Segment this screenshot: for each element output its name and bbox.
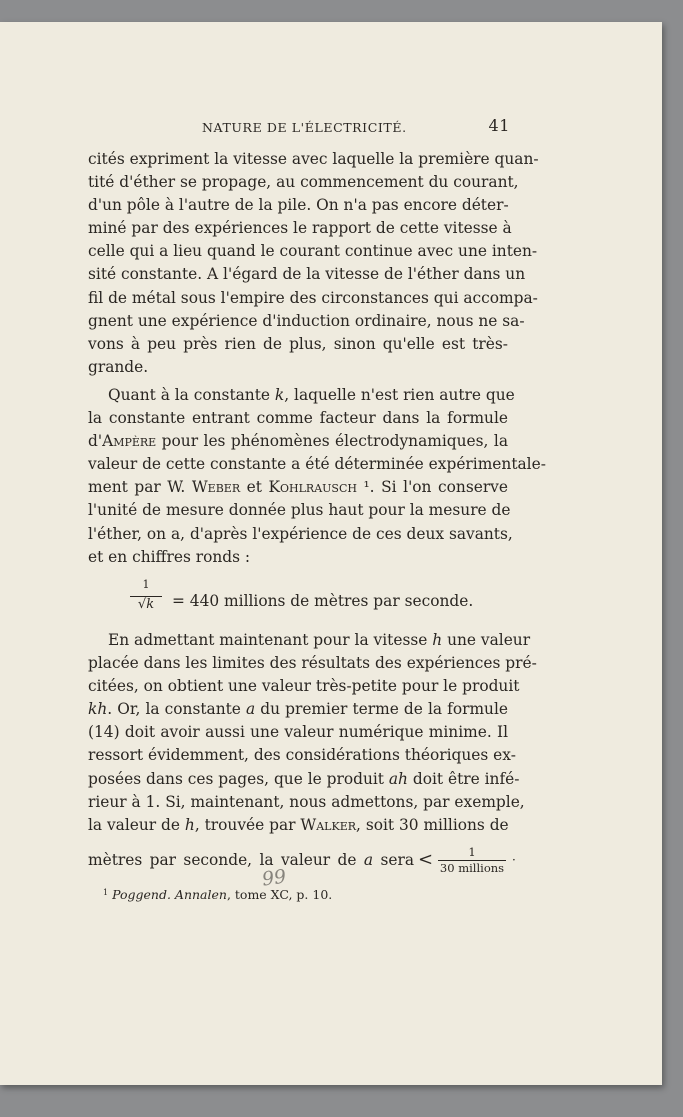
text-line: citées, on obtient une valeur très-petite pour le produit — [88, 677, 520, 696]
fraction-denominator: √k — [137, 597, 155, 612]
running-header — [88, 118, 510, 140]
text-line: (14) doit avoir aussi une valeur numérique minime. Il — [88, 723, 508, 742]
text-line: miné par des expériences le rapport de cette vitesse à — [88, 219, 512, 238]
fraction-numerator: 1 — [142, 578, 150, 591]
text-line: placée dans les limites des résultats des expériences pré- — [88, 654, 537, 673]
text-line — [88, 698, 508, 721]
equation-rhs: = 440 millions de mètres par seconde. — [172, 592, 474, 610]
header-title: NATURE DE L'ÉLECTRICITÉ. — [202, 120, 407, 135]
fraction-denominator: 30 millions — [439, 861, 505, 875]
text-line: cités expriment la vitesse avec laquelle la première quan- — [88, 150, 539, 168]
author-name: Walker — [300, 815, 357, 834]
less-than-sign: < — [418, 849, 434, 870]
math-variable: k — [274, 386, 285, 404]
text-line — [88, 768, 520, 791]
author-name: Ampère — [102, 432, 157, 451]
text-run: et — [240, 478, 269, 497]
text-line: tité d'éther se propage, au commencement du courant, — [88, 173, 519, 192]
text-run: doit être infé- — [407, 769, 520, 788]
author-name: Weber — [191, 478, 241, 497]
text-line: celle qui a lieu quand le courant continue avec une inten- — [88, 242, 538, 261]
handwritten-mark: 99 — [260, 865, 288, 891]
text-line: grande. — [88, 357, 149, 376]
equation — [128, 578, 488, 618]
text-run: pour les phénomènes électrodynamiques, la — [156, 432, 508, 451]
text-line — [88, 851, 414, 869]
text-run: posées dans ces pages, que le produit — [88, 769, 389, 788]
fraction — [128, 578, 164, 618]
text-line: la constante entrant comme facteur dans la formule — [88, 409, 508, 428]
text-line: ressort évidemment, des considérations théoriques ex- — [88, 746, 516, 765]
math-variable: a — [363, 851, 374, 869]
text-line: vons à peu près rien de plus, sinon qu'elle est très- — [88, 334, 508, 353]
text-line — [88, 814, 508, 837]
text-line: sité constante. A l'égard de la vitesse de l'éther dans un — [88, 265, 526, 284]
footnote-source: Poggend. Annalen — [112, 887, 227, 902]
text-run: une valeur — [442, 631, 531, 649]
final-period: · — [512, 853, 516, 867]
text-line: gnent une expérience d'induction ordinaire, nous ne sa- — [88, 311, 525, 330]
math-variable: h — [184, 815, 195, 834]
paragraph-1 — [88, 148, 539, 379]
text-run: mètres par seconde, la valeur de — [88, 851, 364, 869]
math-variable: a — [246, 700, 256, 719]
text-run: la valeur de — [88, 815, 185, 834]
text-line — [88, 476, 508, 499]
text-run: du premier terme de la formule — [255, 700, 508, 719]
paragraph-2 — [88, 384, 546, 569]
page-number: 41 — [488, 116, 510, 135]
math-variable: ah — [388, 769, 408, 788]
text-run: , trouvée par — [194, 815, 301, 834]
text-run: , laquelle n'est rien autre que — [284, 386, 515, 404]
text-run: ment par W. — [88, 478, 192, 497]
text-line: et en chiffres ronds : — [88, 547, 251, 566]
text-line: fil de métal sous l'empire des circonstances qui accompa- — [88, 288, 538, 307]
text-run: Quant à la constante — [108, 386, 275, 404]
inequality-line — [88, 845, 518, 881]
text-line: valeur de cette constante a été déterminée expérimentale- — [88, 455, 546, 474]
footnote-text: , tome XC, p. 10. — [226, 887, 333, 902]
text-run: ¹. Si l'on conserve — [356, 478, 508, 497]
paragraph-3 — [88, 629, 537, 837]
footnote — [103, 887, 332, 902]
footnote-marker: 1 — [103, 888, 109, 897]
text-line: rieur à 1. Si, maintenant, nous admettons, par exemple, — [88, 792, 525, 811]
text-line: l'unité de mesure donnée plus haut pour la mesure de — [88, 501, 511, 520]
author-name: Kohlrausch — [268, 478, 357, 497]
text-line: l'éther, on a, d'après l'expérience de ces deux savants, — [88, 524, 513, 543]
text-line: d'un pôle à l'autre de la pile. On n'a pas encore déter- — [88, 196, 509, 215]
text-run: . Or, la constante — [107, 700, 246, 719]
fraction — [436, 845, 508, 881]
text-run: d' — [88, 432, 103, 451]
text-line — [88, 629, 531, 652]
text-line — [88, 430, 508, 453]
fraction-numerator: 1 — [468, 845, 476, 859]
math-variable: h — [432, 631, 443, 649]
text-run: , soit 30 millions de — [356, 815, 509, 834]
text-line — [88, 384, 515, 407]
text-run: sera — [373, 851, 414, 869]
text-run: En admettant maintenant pour la vitesse — [108, 631, 433, 649]
math-variable: kh — [88, 700, 108, 719]
